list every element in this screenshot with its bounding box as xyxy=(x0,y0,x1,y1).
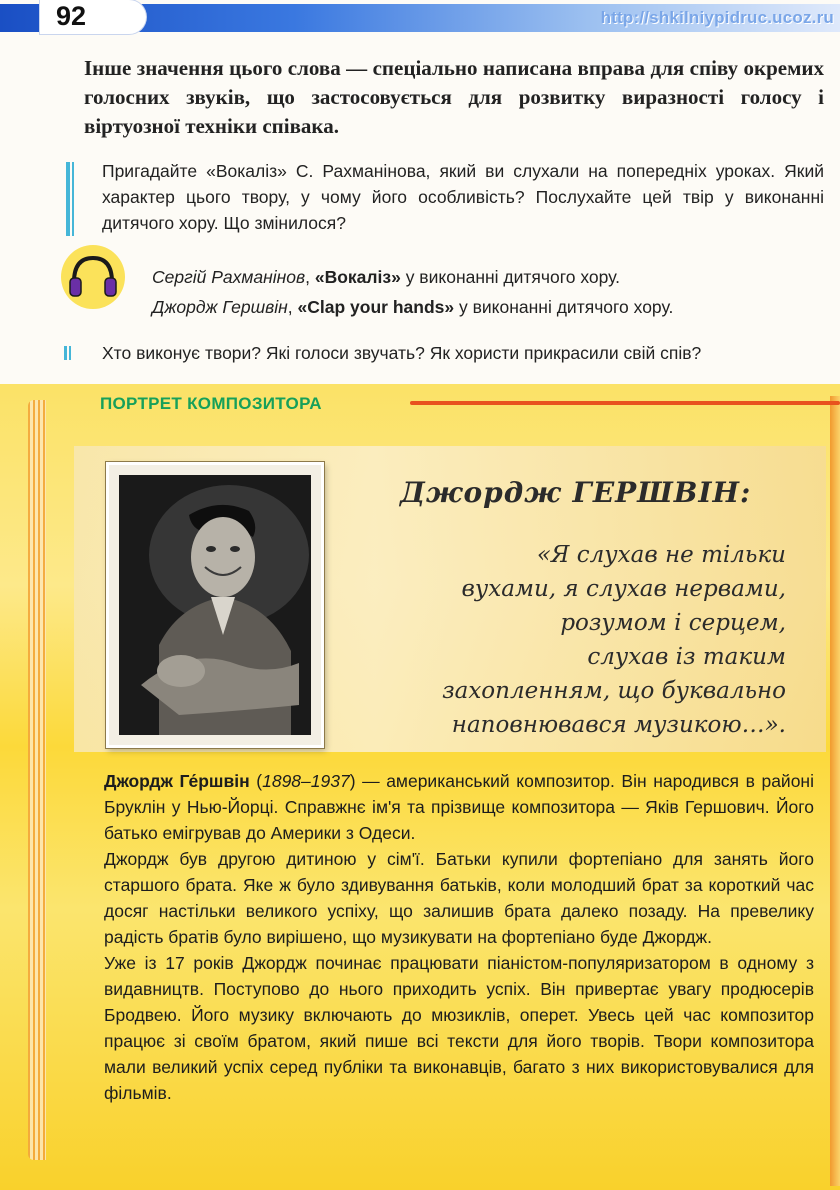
list-item xyxy=(152,292,832,322)
intro-paragraph: Інше значення цього слова — спеціально написана вправа для співу окремих голосних звуків, що застосовується для розвитку виразності голосу і віртуозної техніки співака. xyxy=(84,56,824,138)
work-title: Clap your hands xyxy=(307,297,445,317)
quote-author: Джордж ГЕРШВІН: xyxy=(400,476,752,509)
section-divider xyxy=(410,401,840,405)
composer-photo xyxy=(119,475,311,735)
biography-paragraph xyxy=(104,768,814,846)
quote-line: вухами, я слухав нервами, xyxy=(461,576,786,602)
listening-list xyxy=(152,262,832,322)
quote-line: розумом і серцем, xyxy=(560,610,786,636)
open-quote: « xyxy=(314,267,325,287)
headphones-icon xyxy=(60,244,126,310)
work-title: Вокаліз xyxy=(324,267,392,287)
task-marker-icon xyxy=(66,162,74,236)
quote-line: захопленням, що буквально xyxy=(442,678,786,704)
quote-line: слухав із таким xyxy=(587,644,786,670)
years-open: ( xyxy=(249,771,263,791)
list-item xyxy=(152,262,832,292)
performer: у виконанні дитячого хору. xyxy=(400,267,621,287)
years-close: ) xyxy=(349,771,356,791)
composer-name: Сергій Рахманінов xyxy=(152,267,306,287)
page-header xyxy=(0,0,840,36)
close-quote: » xyxy=(444,297,455,317)
close-quote: » xyxy=(391,267,401,287)
open-quote: « xyxy=(297,297,308,317)
section-title: ПОРТРЕТ КОМПОЗИТОРА xyxy=(100,394,322,413)
composer-photo-frame xyxy=(106,462,324,748)
task-text: Пригадайте «Вокаліз» С. Рахманінова, який ви слухали на попередніх уроках. Який характер цього твору, у чому його особливість? Послухайте цей твір у виконанні дитячого хору. Що змінилося? xyxy=(102,161,824,233)
book-right-edge-decoration xyxy=(830,396,840,1186)
quote-text xyxy=(400,538,786,742)
page-number: 92 xyxy=(56,1,87,31)
composer-name: Джордж Ге́ршвін xyxy=(104,771,250,791)
quote-line: наповнювався музикою…». xyxy=(451,712,786,738)
book-pages-edge-decoration xyxy=(28,400,46,1160)
question-text: Хто виконує твори? Які голоси звучать? Як хористи прикрасили свій спів? xyxy=(102,343,702,363)
performer: у виконанні дитячого хору. xyxy=(454,297,674,317)
quote-line: «Я слухав не тільки xyxy=(536,542,786,568)
separator: , xyxy=(287,297,298,317)
biography xyxy=(104,768,814,1106)
site-url[interactable]: http://shkilniypidruc.ucoz.ru xyxy=(600,8,834,27)
biography-paragraph: Уже із 17 років Джордж починає працювати піаністом-популяризатором в одному з видавництв. Поступово до нього приходить успіх. Він привертає увагу продюсерів Бродвею. Його музику включають до мюзиклів, оперет. Увесь цей час композитор працює зі своїм братом, який пише всі тексти для його творів. Твори композитора мали великий успіх серед публіки та виконавців, багато з них використовувалися для фільмів. xyxy=(104,953,814,1103)
composer-portrait-illustration xyxy=(119,475,311,735)
question-marker-icon xyxy=(64,346,71,360)
biography-paragraph: Джордж був другою дитиною у сім'ї. Батьки купили фортепіано для занять його старшого брата. Яке ж було здивування батьків, коли молодший брат за короткий час досяг настільки великого успіху, що залишив брата далеко позаду. На превелику радість братів було вирішено, що музикувати на фортепіано буде Джордж. xyxy=(104,849,814,947)
composer-years: 1898–1937 xyxy=(262,771,350,791)
composer-name: Джордж Гершвін xyxy=(152,297,288,317)
separator: , xyxy=(305,267,315,287)
biography-text: — американський композитор. Він народився в районі Бруклін у Нью-Йорці. Справжнє ім'я та прізвище композитора — Яків Гершович. Його батько емігрував до Америки з Одеси. xyxy=(104,771,814,843)
section-title-row xyxy=(90,392,840,420)
